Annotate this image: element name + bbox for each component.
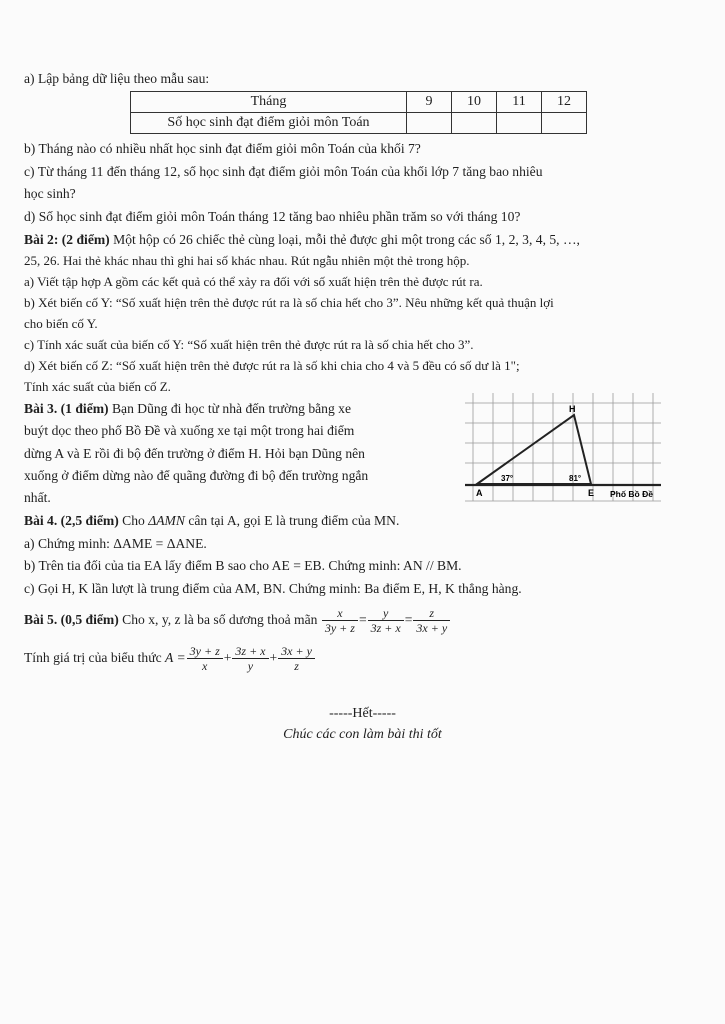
- plus-sign: +: [223, 650, 232, 665]
- bai2-part-d-line1: d) Xét biến cố Z: “Số xuất hiện trên thẻ được rút ra là số khi chia cho 4 và 5 đều có số dư là 1";: [24, 358, 520, 373]
- bai2-part-b-line2: cho biến cố Y.: [24, 316, 98, 331]
- month-12: 12: [542, 92, 587, 113]
- numerator: 3z + x: [232, 644, 268, 659]
- table-header-month: Tháng: [131, 92, 407, 113]
- bai2-part-a: a) Viết tập hợp A gồm các kết quả có thể xảy ra đối với số xuất hiện trên thẻ được rút ra.: [24, 274, 483, 289]
- bai4-title: Bài 4. (2,5 điểm): [24, 513, 119, 528]
- numerator: 3x + y: [278, 644, 315, 659]
- bai5-text: Cho x, y, z là ba số dương thoả mãn: [118, 612, 321, 627]
- numerator: x: [322, 606, 358, 621]
- denominator: x: [202, 659, 208, 674]
- bai2-title: Bài 2: (2 điểm): [24, 232, 110, 247]
- bai2-part-d-line2: Tính xác suất của biến cố Z.: [24, 379, 171, 394]
- expression-a: A =: [165, 650, 186, 665]
- bai3-line1: [24, 400, 351, 417]
- bai4-part-c: c) Gọi H, K lần lượt là trung điểm của AM, BN. Chứng minh: Ba điểm E, H, K thẳng hàng.: [24, 581, 522, 596]
- bai5-title: Bài 5. (0,5 điểm): [24, 612, 119, 627]
- fraction: [278, 644, 315, 673]
- empty-cell: [452, 113, 497, 134]
- table-row: [131, 113, 587, 134]
- numerator: z: [413, 606, 450, 621]
- label-e: E: [588, 488, 595, 498]
- end-marker: -----Hết-----: [329, 706, 396, 721]
- bai2-part-b-line1: b) Xét biến cố Y: “Số xuất hiện trên thẻ được rút ra là số chia hết cho 3”. Nêu những kết quả thuận lợi: [24, 295, 554, 310]
- q1-part-b: b) Tháng nào có nhiều nhất học sinh đạt điểm giỏi môn Toán của khối 7?: [24, 141, 421, 156]
- month-9: 9: [407, 92, 452, 113]
- bai3-line5: nhất.: [24, 490, 51, 505]
- equals-sign: =: [358, 612, 367, 627]
- data-table: [130, 91, 587, 134]
- denominator: 3z + x: [370, 621, 401, 636]
- numerator: y: [368, 606, 404, 621]
- bai4-part-a: a) Chứng minh: ΔAME = ΔANE.: [24, 536, 207, 551]
- denominator: y: [247, 659, 254, 674]
- q1-part-a: a) Lập bảng dữ liệu theo mẫu sau:: [24, 71, 210, 86]
- bai2-line1: [24, 231, 580, 248]
- triangle-amn: ΔAMN: [148, 513, 185, 528]
- bai2-part-c: c) Tính xác suất của biến cố Y: “Số xuất hiện trên thẻ được rút ra là số chia hết cho 3”.: [24, 337, 474, 352]
- bai5-statement: [24, 600, 451, 640]
- empty-cell: [407, 113, 452, 134]
- bai5-calc-text: Tính giá trị của biểu thức: [24, 650, 165, 665]
- q1-part-c-line1: c) Từ tháng 11 đến tháng 12, số học sinh đạt điểm giỏi môn Toán của khối lớp 7 tăng bao nhiêu: [24, 164, 543, 179]
- table-row: [131, 92, 587, 113]
- denominator: z: [294, 659, 299, 674]
- label-h: H: [569, 404, 576, 414]
- bai4-intro: [24, 512, 399, 529]
- bai4-intro-text: Cho: [118, 513, 149, 528]
- angle-e-label: 81°: [569, 474, 582, 483]
- bai3-title: Bài 3. (1 điểm): [24, 401, 109, 416]
- month-11: 11: [497, 92, 542, 113]
- bai2-text1: Một hộp có 26 chiếc thẻ cùng loại, mỗi thẻ được ghi một trong các số 1, 2, 3, 4, 5, …,: [109, 232, 580, 247]
- bai4-intro-text-end: cân tại A, gọi E là trung điểm của MN.: [184, 513, 400, 528]
- fraction: [368, 606, 404, 635]
- angle-a-label: 37°: [501, 474, 514, 483]
- street-label: Phố Bồ Đề: [610, 489, 653, 499]
- closing-wish: Chúc các con làm bài thi tốt: [283, 727, 442, 742]
- fraction: [322, 606, 358, 635]
- plus-sign: +: [269, 650, 278, 665]
- bai2-line2: 25, 26. Hai thẻ khác nhau thì ghi hai số khác nhau. Rút ngẫu nhiên một thẻ trong hộp.: [24, 253, 470, 268]
- bai3-text1: Bạn Dũng đi học từ nhà đến trường bằng xe: [108, 401, 351, 416]
- month-10: 10: [452, 92, 497, 113]
- fraction: [187, 644, 223, 673]
- bai3-line4: xuống ở điểm dừng nào để quãng đường đi bộ đến trường ngắn: [24, 468, 369, 483]
- bai3-figure: [465, 393, 665, 508]
- equals-sign: =: [404, 612, 413, 627]
- label-a: A: [476, 488, 483, 498]
- denominator: 3y + z: [324, 621, 355, 636]
- bai3-line3: dừng A và E rồi đi bộ đến trường ở điểm H. Hỏi bạn Dũng nên: [24, 446, 365, 461]
- denominator: 3x + y: [416, 621, 448, 636]
- bai3-line2: buýt dọc theo phố Bồ Đề và xuống xe tại một trong hai điểm: [24, 423, 355, 438]
- q1-part-c-line2: học sinh?: [24, 186, 76, 201]
- bai4-part-b: b) Trên tia đối của tia EA lấy điểm B sao cho AE = EB. Chứng minh: AN // BM.: [24, 558, 462, 573]
- fraction: [413, 606, 450, 635]
- q1-part-d: d) Số học sinh đạt điểm giỏi môn Toán tháng 12 tăng bao nhiêu phần trăm so với tháng 10?: [24, 209, 521, 224]
- empty-cell: [497, 113, 542, 134]
- empty-cell: [542, 113, 587, 134]
- numerator: 3y + z: [187, 644, 223, 659]
- bai5-expression: [24, 638, 316, 678]
- row-label: Số học sinh đạt điểm giỏi môn Toán: [131, 113, 407, 134]
- fraction: [232, 644, 268, 673]
